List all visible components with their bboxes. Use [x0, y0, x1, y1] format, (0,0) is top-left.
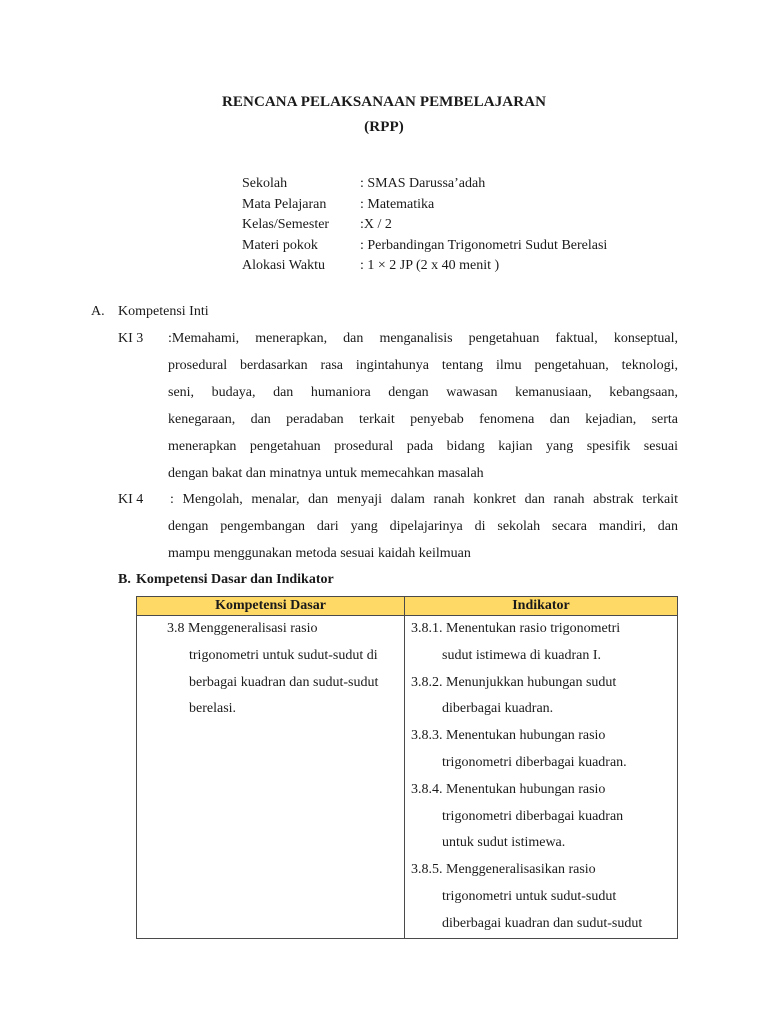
- meta-value: : Matematika: [360, 196, 435, 212]
- ki-text-body: [168, 513, 678, 567]
- kd-indicator-table: [136, 596, 678, 939]
- section-letter: A.: [91, 304, 105, 319]
- meta-label: Materi pokok: [242, 237, 318, 253]
- indicator-text-line: diberbagai kuadran dan sudut-sudut: [442, 915, 643, 931]
- indicator-text: 3.8.2. Menunjukkan hubungan sudut: [411, 674, 617, 690]
- ki-text-line: : Mengolah, menalar, dan menyaji dalam ranah konkret dan ranah abstrak terkait: [170, 492, 678, 507]
- indicator-text-line: diberbagai kuadran.: [442, 701, 554, 717]
- indicator-item: [411, 616, 677, 670]
- meta-label: Alokasi Waktu: [242, 258, 325, 273]
- identity-block: [242, 174, 607, 277]
- ki-text-line: :Memahami, menerapkan, dan menganalisis pengetahuan faktual, konseptual,: [168, 331, 678, 346]
- indicator-text: 3.8.3. Menentukan hubungan rasio: [411, 728, 606, 744]
- kd-item: [137, 616, 404, 723]
- meta-value: : 1 × 2 JP (2 x 40 menit ): [360, 258, 500, 273]
- meta-label: Kelas/Semester: [242, 217, 330, 232]
- indicator-text-line: trigonometri diberbagai kuadran: [442, 808, 624, 824]
- indicator-list: [405, 616, 677, 938]
- indicator-item: [411, 723, 677, 777]
- kd-number: 3.8: [167, 621, 185, 636]
- indicator-text: 3.8.5. Menggeneralisasikan rasio: [411, 862, 596, 878]
- indicator-item: [411, 777, 677, 857]
- indicator-text: 3.8.4. Menentukan hubungan rasio: [411, 781, 606, 797]
- document-subtitle: (RPP): [364, 119, 404, 135]
- meta-row-alokasi-waktu: [242, 256, 607, 277]
- indicator-text-line: trigonometri diberbagai kuadran.: [442, 754, 627, 770]
- ki-label: KI 3: [118, 331, 144, 346]
- meta-row-mata-pelajaran: [242, 195, 607, 216]
- ki-text-line: mampu menggunakan metoda sesuai kaidah keilmuan: [168, 546, 471, 561]
- meta-row-materi-pokok: [242, 236, 607, 257]
- kd-text-line: berelasi.: [189, 701, 237, 717]
- kd-text-line: berbagai kuadran dan sudut-sudut: [189, 674, 379, 690]
- table-row: [137, 616, 678, 939]
- meta-label: Mata Pelajaran: [242, 196, 327, 212]
- meta-value: :X / 2: [360, 217, 392, 232]
- table-header-indikator: Indikator: [405, 597, 678, 616]
- kd-text-line: trigonometri untuk sudut-sudut di: [189, 647, 378, 663]
- ki-label: KI 4: [118, 492, 144, 507]
- section-a-heading: [91, 302, 209, 322]
- meta-value: : Perbandingan Trigonometri Sudut Berelasi: [360, 237, 608, 253]
- indicator-text-line: trigonometri untuk sudut-sudut: [442, 888, 617, 904]
- section-title: Kompetensi Inti: [118, 304, 209, 319]
- indicator-item: [411, 857, 677, 937]
- ki-text-line: dengan bakat dan minatnya untuk memecahkan masalah: [168, 466, 484, 481]
- kd-text: Menggeneralisasi rasio: [188, 621, 318, 636]
- document-title: RENCANA PELAKSANAAN PEMBELAJARAN: [221, 94, 547, 110]
- ki-text-line: prosedural berdasarkan rasa ingintahunya tentang ilmu pengetahuan, teknologi,: [168, 358, 678, 373]
- indicator-item: [411, 670, 677, 724]
- meta-row-sekolah: [242, 174, 607, 195]
- ki-text-line: menerapkan pengetahuan prosedural pada bidang kajian yang spesifik sesuai: [168, 439, 678, 454]
- meta-value: : SMAS Darussa’adah: [360, 176, 486, 191]
- ki-text-body: [168, 352, 678, 487]
- indicator-cell: [405, 616, 678, 939]
- table-header-kd: Kompetensi Dasar: [137, 597, 405, 616]
- ki-text-line: dengan pengembangan dari yang dipelajarinya di sekolah secara mandiri, dan: [168, 519, 678, 534]
- meta-row-kelas-semester: [242, 215, 607, 236]
- section-b-heading: [118, 569, 334, 591]
- table-header-row: [137, 597, 678, 616]
- indicator-text: 3.8.1. Menentukan rasio trigonometri: [411, 621, 621, 636]
- indicator-text-line: sudut istimewa di kuadran I.: [442, 647, 602, 663]
- kd-cell: [137, 616, 405, 939]
- section-title: Kompetensi Dasar dan Indikator: [136, 572, 334, 587]
- ki-text-line: kenegaraan, dan peradaban terkait penyebab fenomena dan kejadian, serta: [168, 412, 678, 427]
- section-letter: B.: [118, 572, 131, 587]
- ki-text-line: seni, budaya, dan humaniora dengan wawasan kemanusiaan, kebangsaan,: [168, 385, 678, 400]
- meta-label: Sekolah: [242, 176, 288, 191]
- indicator-text-line: untuk sudut istimewa.: [442, 835, 566, 851]
